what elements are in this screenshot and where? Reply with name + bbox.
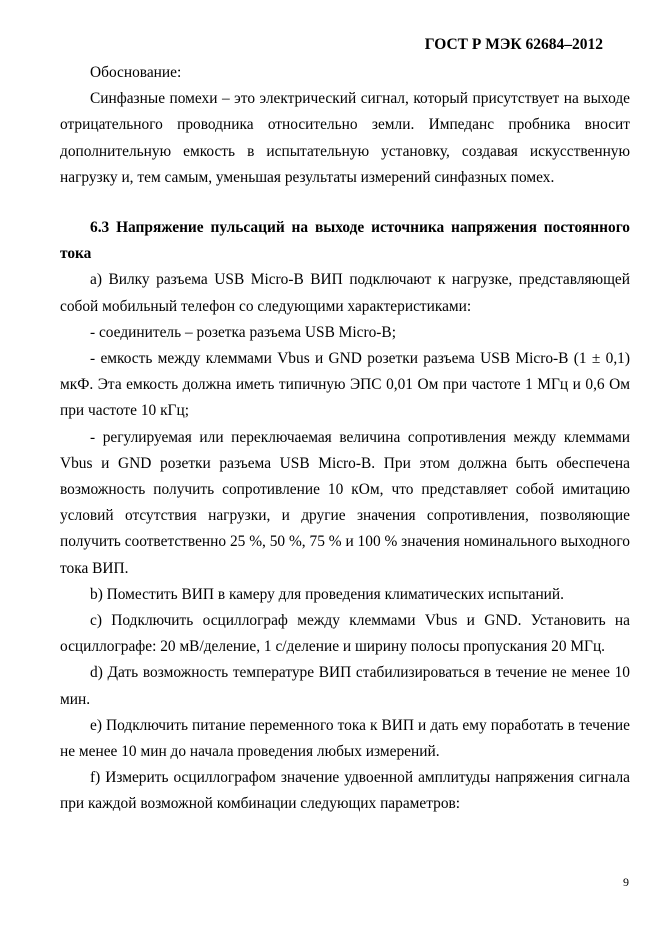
bullet-connector: - соединитель – розетка разъема USB Micro-B;	[90, 323, 396, 341]
list-item-e: e) Подключить питание переменного тока к ВИП и дать ему поработать в течение не менее 10 мин до начала проведения любых измерений.	[60, 716, 630, 761]
list-item-d: d) Дать возможность температуре ВИП стабилизироваться в течение не менее 10 мин.	[60, 664, 630, 708]
page-number: 9	[623, 875, 629, 889]
list-item-f: f) Измерить осциллографом значение удвоенной амплитуды напряжения сигнала при каждой возможной комбинации следующих параметров:	[60, 769, 630, 813]
list-item-b: b) Поместить ВИП в камеру для проведения климатических испытаний.	[90, 585, 565, 603]
bullet-resistance: - регулируемая или переключаемая величина сопротивления между клеммами Vbus и GND розетки разъема USB Micro-B. При этом должна быть обеспечена возможность получить сопротивление 10 кОм, что представляет собой имитацию условий отсутствия нагрузки, и другие значения сопротивления, позволяющие получить соответственно 25 %, 50 %, 75 % и 100 % значения номинального выходного тока ВИП.	[60, 428, 630, 577]
list-item-a: a) Вилку разъема USB Micro-B ВИП подключают к нагрузке, представляющей собой мобильный телефон со следующими характеристиками:	[60, 271, 630, 315]
section-heading: 6.3 Напряжение пульсаций на выходе источника напряжения постоянного тока	[60, 219, 630, 263]
justification-label: Обоснование:	[90, 64, 182, 81]
bullet-capacitance: - емкость между клеммами Vbus и GND розетки разъема USB Micro-B (1 ± 0,1) мкФ. Эта емкость должна иметь типичную ЭПС 0,01 Ом при частоте 1 МГц и 0,6 Ом при частоте 10 кГц;	[60, 350, 630, 420]
list-item-c: c) Подключить осциллограф между клеммами Vbus и GND. Установить на осциллографе: 20 мВ/деление, 1 с/деление и ширину полосы пропускания 20 МГц.	[60, 612, 630, 656]
document-body	[60, 60, 630, 818]
justification-paragraph: Синфазные помехи – это электрический сигнал, который присутствует на выходе отрицательного проводника относительно земли. Импеданс пробника вносит дополнительную емкость в испытательную установку, создавая искусственную нагрузку и, тем самым, уменьшая результаты измерений синфазных помех.	[60, 90, 630, 186]
document-code-header: ГОСТ Р МЭК 62684–2012	[424, 36, 603, 53]
